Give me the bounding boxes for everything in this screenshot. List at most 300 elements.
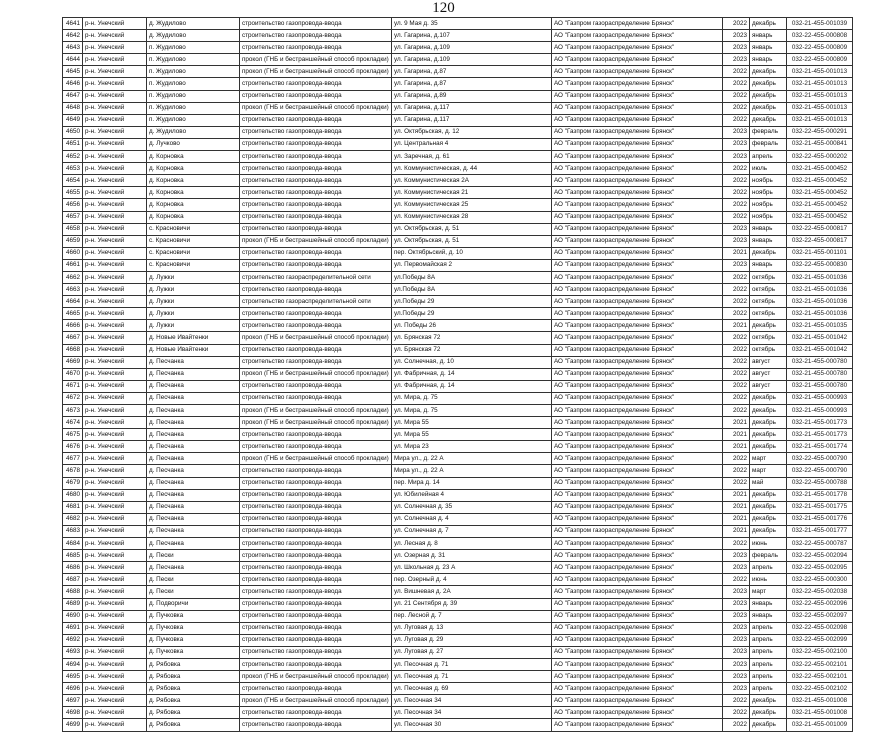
year-cell: 2023 — [723, 550, 750, 562]
table-row — [63, 90, 853, 102]
work-type-cell: строительство газопровода-ввода — [240, 138, 392, 150]
month-cell: декабрь — [750, 90, 787, 102]
address-cell: ул. Октябрьская, д. 12 — [392, 126, 552, 138]
work-type-cell: строительство газопровода-ввода — [240, 465, 392, 477]
work-type-cell: строительство газопровода-ввода — [240, 42, 392, 54]
address-cell: ул. Гагарина, д.87 — [392, 78, 552, 90]
settlement-cell: с. Красновичи — [147, 259, 240, 271]
address-cell: ул. 9 Мая д. 35 — [392, 18, 552, 30]
table-row — [63, 610, 853, 622]
table-row — [63, 392, 853, 404]
table-row — [63, 646, 853, 658]
registration-code-cell: 032-21-455-000452 — [787, 175, 853, 187]
organization-cell: АО "Газпром газораспределение Брянск" — [552, 18, 723, 30]
address-cell: ул. Октябрьская, д. 51 — [392, 235, 552, 247]
registration-code-cell: 032-22-455-000291 — [787, 126, 853, 138]
month-cell: декабрь — [750, 417, 787, 429]
settlement-cell: д. Жудилово — [147, 126, 240, 138]
month-cell: апрель — [750, 151, 787, 163]
month-cell: ноябрь — [750, 187, 787, 199]
address-cell: ул. Озерная д. 31 — [392, 550, 552, 562]
settlement-cell: д. Подворичи — [147, 598, 240, 610]
row-number: 4674 — [63, 417, 83, 429]
registration-code-cell: 032-22-455-000788 — [787, 477, 853, 489]
table-row — [63, 586, 853, 598]
district-cell: р-н. Унечский — [83, 187, 147, 199]
settlement-cell: д. Корновка — [147, 199, 240, 211]
table-row — [63, 356, 853, 368]
work-type-cell: строительство газопровода-ввода — [240, 344, 392, 356]
address-cell: ул.Победы 8А — [392, 271, 552, 283]
district-cell: р-н. Унечский — [83, 501, 147, 513]
row-number: 4698 — [63, 707, 83, 719]
organization-cell: АО "Газпром газораспределение Брянск" — [552, 296, 723, 308]
district-cell: р-н. Унечский — [83, 380, 147, 392]
organization-cell: АО "Газпром газораспределение Брянск" — [552, 671, 723, 683]
organization-cell: АО "Газпром газораспределение Брянск" — [552, 211, 723, 223]
work-type-cell: строительство газопровода-ввода — [240, 199, 392, 211]
year-cell: 2023 — [723, 586, 750, 598]
settlement-cell: д. Корновка — [147, 187, 240, 199]
month-cell: октябрь — [750, 271, 787, 283]
year-cell: 2023 — [723, 223, 750, 235]
district-cell: р-н. Унечский — [83, 719, 147, 731]
address-cell: ул. Гагарина, д.109 — [392, 54, 552, 66]
row-number: 4663 — [63, 284, 83, 296]
month-cell: февраль — [750, 138, 787, 150]
district-cell: р-н. Унечский — [83, 598, 147, 610]
month-cell: ноябрь — [750, 199, 787, 211]
registration-code-cell: 032-21-455-000780 — [787, 380, 853, 392]
registration-code-cell: 032-21-455-000780 — [787, 356, 853, 368]
settlement-cell: д. Песчанка — [147, 453, 240, 465]
year-cell: 2022 — [723, 296, 750, 308]
table-row — [63, 707, 853, 719]
month-cell: декабрь — [750, 102, 787, 114]
registration-code-cell: 032-21-455-001036 — [787, 308, 853, 320]
row-number: 4646 — [63, 78, 83, 90]
work-type-cell: строительство газопровода-ввода — [240, 163, 392, 175]
district-cell: р-н. Унечский — [83, 429, 147, 441]
row-number: 4685 — [63, 550, 83, 562]
row-number: 4664 — [63, 296, 83, 308]
work-type-cell: строительство газопровода-ввода — [240, 247, 392, 259]
work-type-cell: строительство газопровода-ввода — [240, 634, 392, 646]
organization-cell: АО "Газпром газораспределение Брянск" — [552, 90, 723, 102]
organization-cell: АО "Газпром газораспределение Брянск" — [552, 719, 723, 731]
address-cell: ул. Гагарина, д.89 — [392, 90, 552, 102]
work-type-cell: прокол (ГНБ и бестраншейный способ прокладки) — [240, 417, 392, 429]
district-cell: р-н. Унечский — [83, 223, 147, 235]
table-row — [63, 138, 853, 150]
month-cell: январь — [750, 235, 787, 247]
year-cell: 2022 — [723, 574, 750, 586]
year-cell: 2022 — [723, 271, 750, 283]
month-cell: декабрь — [750, 18, 787, 30]
district-cell: р-н. Унечский — [83, 332, 147, 344]
month-cell: январь — [750, 54, 787, 66]
registration-code-cell: 032-21-455-000841 — [787, 138, 853, 150]
organization-cell: АО "Газпром газораспределение Брянск" — [552, 284, 723, 296]
month-cell: апрель — [750, 658, 787, 670]
year-cell: 2022 — [723, 163, 750, 175]
organization-cell: АО "Газпром газораспределение Брянск" — [552, 259, 723, 271]
month-cell: апрель — [750, 671, 787, 683]
work-type-cell: строительство газопровода-ввода — [240, 320, 392, 332]
organization-cell: АО "Газпром газораспределение Брянск" — [552, 271, 723, 283]
settlement-cell: д. Песчанка — [147, 489, 240, 501]
organization-cell: АО "Газпром газораспределение Брянск" — [552, 574, 723, 586]
month-cell: август — [750, 356, 787, 368]
organization-cell: АО "Газпром газораспределение Брянск" — [552, 380, 723, 392]
row-number: 4667 — [63, 332, 83, 344]
settlement-cell: д. Рябовка — [147, 658, 240, 670]
row-number: 4673 — [63, 405, 83, 417]
year-cell: 2023 — [723, 634, 750, 646]
district-cell: р-н. Унечский — [83, 562, 147, 574]
organization-cell: АО "Газпром газораспределение Брянск" — [552, 223, 723, 235]
registration-code-cell: 032-22-455-002101 — [787, 671, 853, 683]
registration-code-cell: 032-21-455-001774 — [787, 441, 853, 453]
organization-cell: АО "Газпром газораспределение Брянск" — [552, 658, 723, 670]
work-type-cell: строительство газопровода-ввода — [240, 284, 392, 296]
settlement-cell: д. Рябовка — [147, 683, 240, 695]
table-row — [63, 344, 853, 356]
address-cell: ул. Солнечная д. 4 — [392, 513, 552, 525]
address-cell: ул. Гагарина, д.117 — [392, 114, 552, 126]
year-cell: 2023 — [723, 671, 750, 683]
row-number: 4669 — [63, 356, 83, 368]
table-row — [63, 574, 853, 586]
address-cell: ул. Луговая д. 27 — [392, 646, 552, 658]
registration-code-cell: 032-21-455-001042 — [787, 332, 853, 344]
district-cell: р-н. Унечский — [83, 54, 147, 66]
year-cell: 2022 — [723, 78, 750, 90]
year-cell: 2021 — [723, 489, 750, 501]
settlement-cell: д. Песчанка — [147, 525, 240, 537]
settlement-cell: п. Жудилово — [147, 78, 240, 90]
row-number: 4658 — [63, 223, 83, 235]
district-cell: р-н. Унечский — [83, 138, 147, 150]
registration-code-cell: 032-22-455-002096 — [787, 598, 853, 610]
month-cell: декабрь — [750, 405, 787, 417]
table-row — [63, 66, 853, 78]
work-type-cell: строительство газопровода-ввода — [240, 114, 392, 126]
year-cell: 2021 — [723, 417, 750, 429]
work-type-cell: строительство газопровода-ввода — [240, 683, 392, 695]
settlement-cell: д. Песчанка — [147, 513, 240, 525]
row-number: 4647 — [63, 90, 83, 102]
district-cell: р-н. Унечский — [83, 658, 147, 670]
row-number: 4643 — [63, 42, 83, 54]
settlement-cell: д. Жудилово — [147, 30, 240, 42]
table-row — [63, 538, 853, 550]
row-number: 4679 — [63, 477, 83, 489]
district-cell: р-н. Унечский — [83, 320, 147, 332]
year-cell: 2022 — [723, 719, 750, 731]
district-cell: р-н. Унечский — [83, 392, 147, 404]
month-cell: январь — [750, 598, 787, 610]
table-row — [63, 489, 853, 501]
organization-cell: АО "Газпром газораспределение Брянск" — [552, 429, 723, 441]
settlement-cell: д. Пучковка — [147, 622, 240, 634]
settlement-cell: д. Лужки — [147, 271, 240, 283]
settlement-cell: д. Песчанка — [147, 441, 240, 453]
year-cell: 2021 — [723, 320, 750, 332]
row-number: 4656 — [63, 199, 83, 211]
month-cell: март — [750, 453, 787, 465]
registration-code-cell: 032-22-455-002100 — [787, 646, 853, 658]
table-row — [63, 102, 853, 114]
row-number: 4686 — [63, 562, 83, 574]
district-cell: р-н. Унечский — [83, 90, 147, 102]
settlement-cell: д. Песчанка — [147, 501, 240, 513]
district-cell: р-н. Унечский — [83, 235, 147, 247]
work-type-cell: строительство газопровода-ввода — [240, 707, 392, 719]
registration-code-cell: 032-21-455-001776 — [787, 513, 853, 525]
organization-cell: АО "Газпром газораспределение Брянск" — [552, 114, 723, 126]
address-cell: ул. Коммунистическая, д. 44 — [392, 163, 552, 175]
row-number: 4652 — [63, 151, 83, 163]
address-cell: ул.Победы 29 — [392, 296, 552, 308]
registration-code-cell: 032-21-455-001008 — [787, 695, 853, 707]
address-cell: пер. Озерный д. 4 — [392, 574, 552, 586]
organization-cell: АО "Газпром газораспределение Брянск" — [552, 320, 723, 332]
organization-cell: АО "Газпром газораспределение Брянск" — [552, 30, 723, 42]
table-row — [63, 525, 853, 537]
registration-code-cell: 032-21-455-001013 — [787, 114, 853, 126]
address-cell: ул. Фабричная, д. 14 — [392, 368, 552, 380]
table-row — [63, 598, 853, 610]
work-type-cell: строительство газопровода-ввода — [240, 525, 392, 537]
address-cell: ул. Коммунистическая 25 — [392, 199, 552, 211]
organization-cell: АО "Газпром газораспределение Брянск" — [552, 66, 723, 78]
row-number: 4665 — [63, 308, 83, 320]
year-cell: 2022 — [723, 284, 750, 296]
month-cell: январь — [750, 259, 787, 271]
address-cell: ул. Вишневая д. 2А — [392, 586, 552, 598]
address-cell: ул. Солнечная, д. 10 — [392, 356, 552, 368]
organization-cell: АО "Газпром газораспределение Брянск" — [552, 163, 723, 175]
table-row — [63, 235, 853, 247]
month-cell: апрель — [750, 562, 787, 574]
work-type-cell: строительство газопровода-ввода — [240, 513, 392, 525]
address-cell: ул. Первомайская 2 — [392, 259, 552, 271]
registration-code-cell: 032-22-455-000809 — [787, 42, 853, 54]
row-number: 4670 — [63, 368, 83, 380]
organization-cell: АО "Газпром газораспределение Брянск" — [552, 332, 723, 344]
district-cell: р-н. Унечский — [83, 538, 147, 550]
organization-cell: АО "Газпром газораспределение Брянск" — [552, 138, 723, 150]
work-type-cell: прокол (ГНБ и бестраншейный способ прокладки) — [240, 368, 392, 380]
year-cell: 2023 — [723, 151, 750, 163]
table-row — [63, 163, 853, 175]
month-cell: октябрь — [750, 284, 787, 296]
work-type-cell: строительство газопровода-ввода — [240, 223, 392, 235]
year-cell: 2022 — [723, 368, 750, 380]
year-cell: 2022 — [723, 175, 750, 187]
organization-cell: АО "Газпром газораспределение Брянск" — [552, 683, 723, 695]
organization-cell: АО "Газпром газораспределение Брянск" — [552, 489, 723, 501]
table-row — [63, 429, 853, 441]
year-cell: 2023 — [723, 610, 750, 622]
registration-code-cell: 032-21-455-000452 — [787, 163, 853, 175]
organization-cell: АО "Газпром газораспределение Брянск" — [552, 707, 723, 719]
district-cell: р-н. Унечский — [83, 441, 147, 453]
settlement-cell: д. Лужки — [147, 308, 240, 320]
year-cell: 2023 — [723, 138, 750, 150]
settlement-cell: д. Песчанка — [147, 368, 240, 380]
work-type-cell: строительство газопровода-ввода — [240, 187, 392, 199]
organization-cell: АО "Газпром газораспределение Брянск" — [552, 78, 723, 90]
table-row — [63, 622, 853, 634]
row-number: 4680 — [63, 489, 83, 501]
settlement-cell: д. Новые Ивайтенки — [147, 332, 240, 344]
work-type-cell: строительство газопровода-ввода — [240, 151, 392, 163]
year-cell: 2022 — [723, 90, 750, 102]
district-cell: р-н. Унечский — [83, 114, 147, 126]
table-row — [63, 211, 853, 223]
district-cell: р-н. Унечский — [83, 42, 147, 54]
district-cell: р-н. Унечский — [83, 477, 147, 489]
year-cell: 2022 — [723, 380, 750, 392]
work-type-cell: строительство газопровода-ввода — [240, 380, 392, 392]
month-cell: июль — [750, 163, 787, 175]
organization-cell: АО "Газпром газораспределение Брянск" — [552, 199, 723, 211]
work-type-cell: строительство газопровода-ввода — [240, 308, 392, 320]
address-cell: ул.Победы 29 — [392, 308, 552, 320]
row-number: 4675 — [63, 429, 83, 441]
work-type-cell: прокол (ГНБ и бестраншейный способ прокладки) — [240, 102, 392, 114]
work-type-cell: прокол (ГНБ и бестраншейный способ прокладки) — [240, 54, 392, 66]
row-number: 4677 — [63, 453, 83, 465]
organization-cell: АО "Газпром газораспределение Брянск" — [552, 646, 723, 658]
row-number: 4668 — [63, 344, 83, 356]
organization-cell: АО "Газпром газораспределение Брянск" — [552, 54, 723, 66]
year-cell: 2022 — [723, 308, 750, 320]
row-number: 4690 — [63, 610, 83, 622]
row-number: 4644 — [63, 54, 83, 66]
month-cell: март — [750, 465, 787, 477]
year-cell: 2023 — [723, 598, 750, 610]
table-row — [63, 175, 853, 187]
row-number: 4662 — [63, 271, 83, 283]
organization-cell: АО "Газпром газораспределение Брянск" — [552, 525, 723, 537]
organization-cell: АО "Газпром газораспределение Брянск" — [552, 695, 723, 707]
month-cell: декабрь — [750, 501, 787, 513]
registration-code-cell: 032-21-455-000452 — [787, 199, 853, 211]
table-row — [63, 320, 853, 332]
table-row — [63, 54, 853, 66]
settlement-cell: д. Рябовка — [147, 707, 240, 719]
district-cell: р-н. Унечский — [83, 610, 147, 622]
organization-cell: АО "Газпром газораспределение Брянск" — [552, 102, 723, 114]
table-row — [63, 247, 853, 259]
month-cell: декабрь — [750, 66, 787, 78]
year-cell: 2023 — [723, 658, 750, 670]
work-type-cell: строительство газопровода-ввода — [240, 574, 392, 586]
address-cell: ул. Коммунистическая 21 — [392, 187, 552, 199]
organization-cell: АО "Газпром газораспределение Брянск" — [552, 441, 723, 453]
settlement-cell: д. Корновка — [147, 163, 240, 175]
district-cell: р-н. Унечский — [83, 525, 147, 537]
row-number: 4694 — [63, 658, 83, 670]
month-cell: март — [750, 586, 787, 598]
settlement-cell: д. Пучковка — [147, 634, 240, 646]
year-cell: 2022 — [723, 707, 750, 719]
row-number: 4683 — [63, 525, 83, 537]
row-number: 4691 — [63, 622, 83, 634]
work-type-cell: строительство газопровода-ввода — [240, 489, 392, 501]
registration-code-cell: 032-21-455-001008 — [787, 707, 853, 719]
row-number: 4699 — [63, 719, 83, 731]
registration-code-cell: 032-22-455-000808 — [787, 30, 853, 42]
address-cell: ул. Мира 55 — [392, 429, 552, 441]
organization-cell: АО "Газпром газораспределение Брянск" — [552, 126, 723, 138]
address-cell: ул. Луговая д. 13 — [392, 622, 552, 634]
district-cell: р-н. Унечский — [83, 405, 147, 417]
month-cell: декабрь — [750, 513, 787, 525]
district-cell: р-н. Унечский — [83, 271, 147, 283]
year-cell: 2022 — [723, 187, 750, 199]
year-cell: 2022 — [723, 356, 750, 368]
work-type-cell: прокол (ГНБ и бестраншейный способ прокладки) — [240, 695, 392, 707]
month-cell: декабрь — [750, 707, 787, 719]
address-cell: ул. Мира 55 — [392, 417, 552, 429]
settlement-cell: д. Рябовка — [147, 671, 240, 683]
work-type-cell: строительство газопровода-ввода — [240, 477, 392, 489]
year-cell: 2023 — [723, 126, 750, 138]
district-cell: р-н. Унечский — [83, 102, 147, 114]
year-cell: 2022 — [723, 405, 750, 417]
row-number: 4676 — [63, 441, 83, 453]
work-type-cell: строительство газораспределительной сети — [240, 296, 392, 308]
settlement-cell: д. Песчанка — [147, 562, 240, 574]
organization-cell: АО "Газпром газораспределение Брянск" — [552, 634, 723, 646]
year-cell: 2022 — [723, 538, 750, 550]
year-cell: 2022 — [723, 392, 750, 404]
organization-cell: АО "Газпром газораспределение Брянск" — [552, 175, 723, 187]
organization-cell: АО "Газпром газораспределение Брянск" — [552, 187, 723, 199]
address-cell: ул. Коммунистическая 28 — [392, 211, 552, 223]
month-cell: апрель — [750, 646, 787, 658]
registration-code-cell: 032-21-455-000993 — [787, 392, 853, 404]
settlement-cell: д. Лучково — [147, 138, 240, 150]
registration-code-cell: 032-21-455-000993 — [787, 405, 853, 417]
settlement-cell: д. Новые Ивайтенки — [147, 344, 240, 356]
work-type-cell: строительство газопровода-ввода — [240, 586, 392, 598]
table-row — [63, 477, 853, 489]
settlement-cell: д. Пески — [147, 574, 240, 586]
table-row — [63, 513, 853, 525]
table-row — [63, 658, 853, 670]
address-cell: ул. Песочная д. 71 — [392, 671, 552, 683]
district-cell: р-н. Унечский — [83, 707, 147, 719]
registration-code-cell: 032-21-455-001042 — [787, 344, 853, 356]
row-number: 4641 — [63, 18, 83, 30]
organization-cell: АО "Газпром газораспределение Брянск" — [552, 550, 723, 562]
month-cell: декабрь — [750, 719, 787, 731]
district-cell: р-н. Унечский — [83, 417, 147, 429]
month-cell: декабрь — [750, 78, 787, 90]
district-cell: р-н. Унечский — [83, 211, 147, 223]
organization-cell: АО "Газпром газораспределение Брянск" — [552, 610, 723, 622]
work-type-cell: строительство газопровода-ввода — [240, 18, 392, 30]
district-cell: р-н. Унечский — [83, 66, 147, 78]
settlement-cell: п. Жудилово — [147, 114, 240, 126]
organization-cell: АО "Газпром газораспределение Брянск" — [552, 405, 723, 417]
table-row — [63, 114, 853, 126]
